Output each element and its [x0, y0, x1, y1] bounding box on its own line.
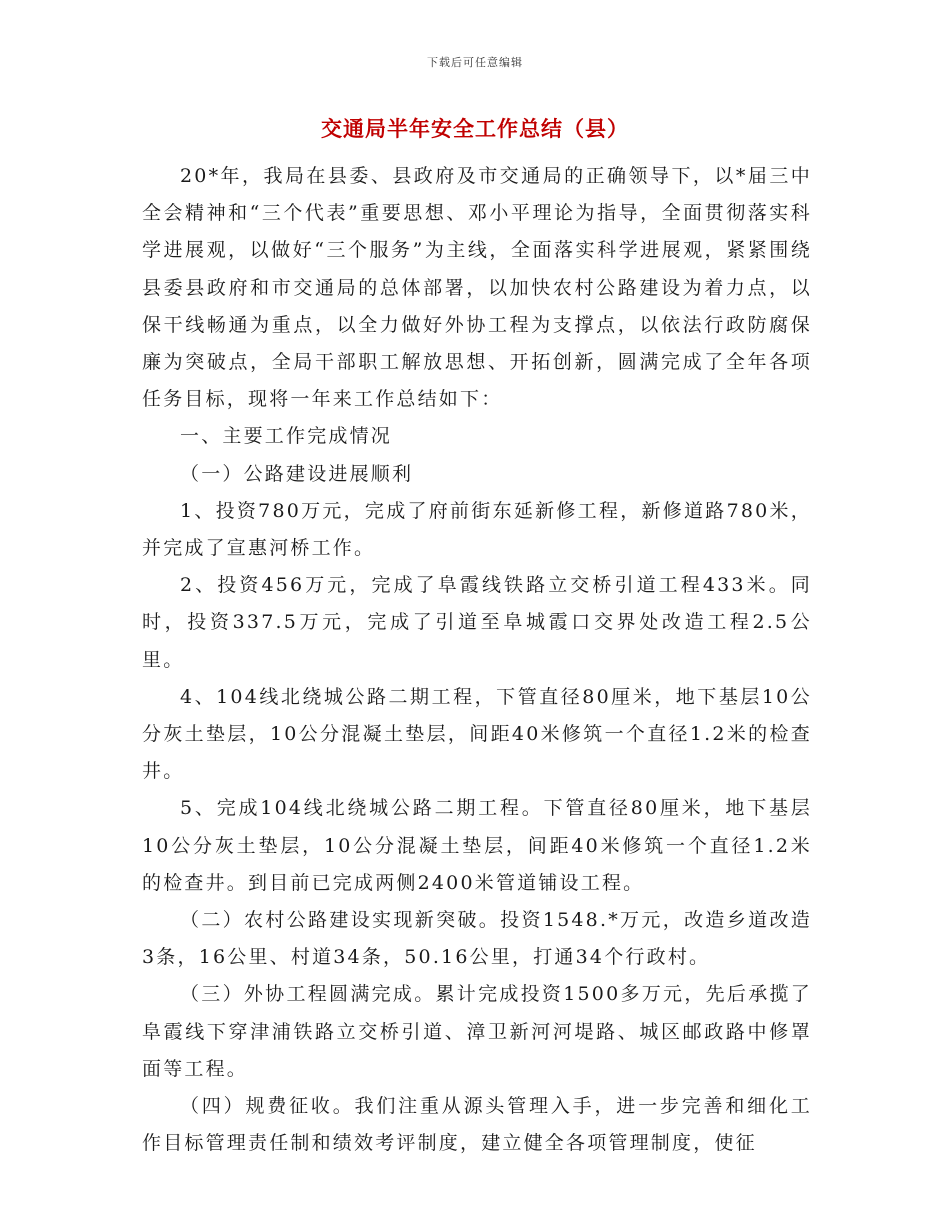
list-item: 5、完成104线北绕城公路二期工程。下管直径80厘米，地下基层10公分灰土垫层，10公分混凝土垫层，间距40米修筑一个直径1.2米的检查井。到目前已完成两侧2400米管道铺设工程。 — [142, 797, 812, 894]
list-item: 1、投资780万元，完成了府前街东延新修工程，新修道路780米，并完成了宣惠河桥工作。 — [142, 499, 812, 560]
section-heading-main-work: 一、主要工作完成情况 — [180, 425, 393, 448]
document-body — [142, 158, 812, 1162]
paragraph-intro: 20*年，我局在县委、县政府及市交通局的正确领导下，以*届三中全会精神和“三个代表”重要思想、邓小平理论为指导，全面贯彻落实科学进展观，以做好“三个服务”为主线，全面落实科学进展观，紧紧围绕县委县政府和市交通局的总体部署，以加快农村公路建设为着力点，以保干线畅通为重点，以全力做好外协工程为支撑点，以依法行政防腐保廉为突破点，全局干部职工解放思想、开拓创新，圆满完成了全年各项任务目标，现将一年来工作总结如下： — [142, 165, 812, 411]
list-item: 4、104线北绕城公路二期工程，下管直径80厘米，地下基层10公分灰土垫层，10公分混凝土垫层，间距40米修筑一个直径1.2米的检查井。 — [142, 685, 812, 783]
list-item: 2、投资456万元，完成了阜霞线铁路立交桥引道工程433米。同时，投资337.5万元，完成了引道至阜城霞口交界处改造工程2.5公里。 — [142, 574, 812, 671]
document-title: 交通局半年安全工作总结（县） — [321, 116, 629, 141]
header-note: 下载后可任意编辑 — [427, 56, 523, 69]
paragraph-rural-roads: （二）农村公路建设实现新突破。投资1548.*万元，改造乡道改造3条，16公里、村道34条，50.16公里，打通34个行政村。 — [142, 909, 812, 969]
paragraph-external-projects: （三）外协工程圆满完成。累计完成投资1500多万元，先后承揽了阜霞线下穿津浦铁路立交桥引道、漳卫新河河堤路、城区邮政路中修罩面等工程。 — [142, 983, 812, 1080]
subsection-heading-road-construction: （一）公路建设进展顺利 — [180, 462, 414, 485]
paragraph-fee-collection: （四）规费征收。我们注重从源头管理入手，进一步完善和细化工作目标管理责任制和绩效考评制度，建立健全各项管理制度，使征 — [142, 1095, 812, 1155]
